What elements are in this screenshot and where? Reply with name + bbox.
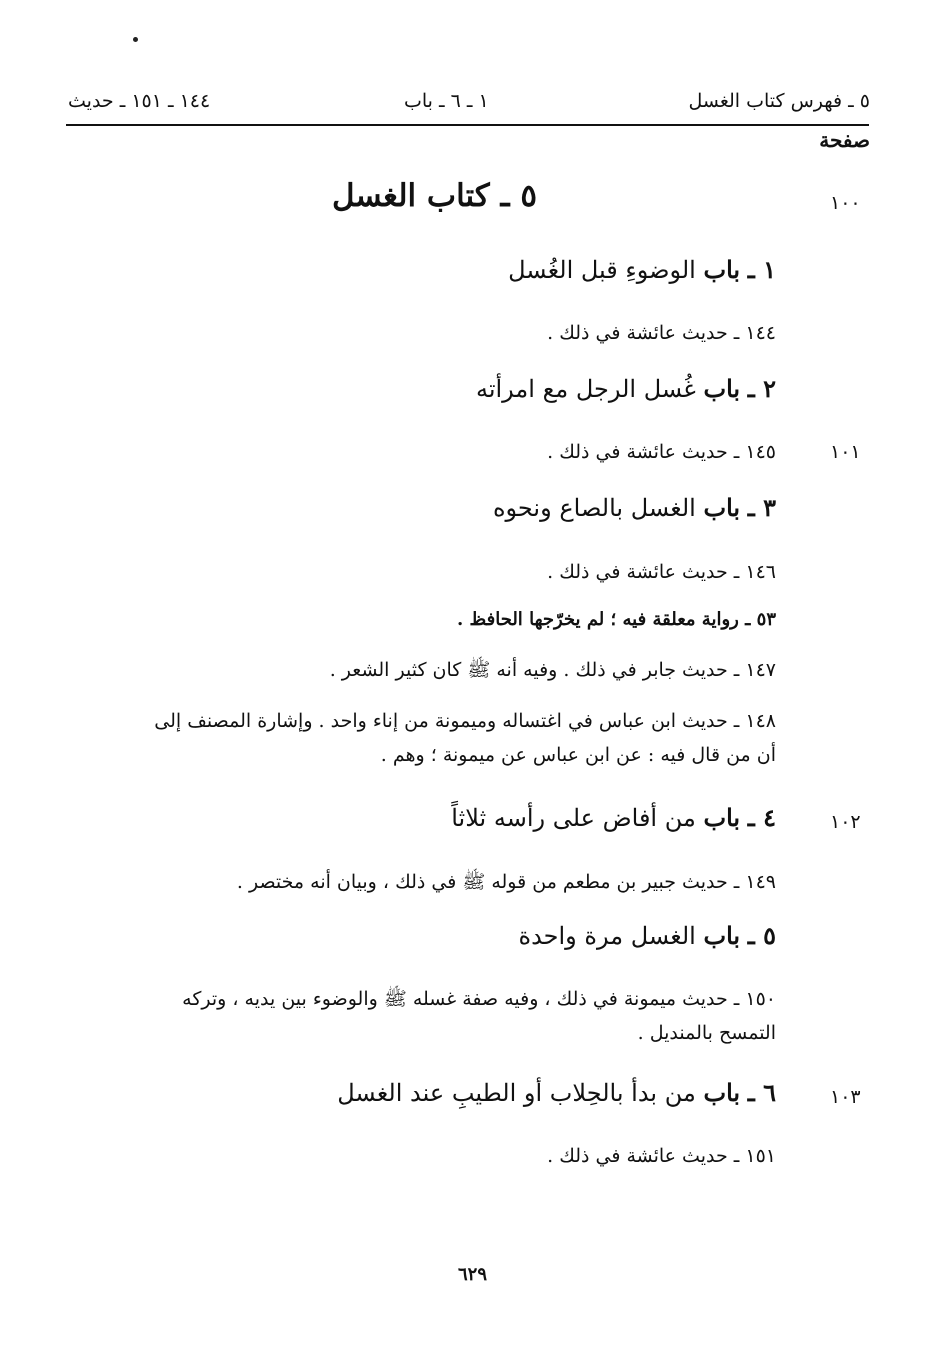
hadith-entry: ١٤٥ ـ حديث عائشة في ذلك . <box>547 441 776 463</box>
page-number: ٦٢٩ <box>458 1264 488 1285</box>
page-ref: ١٠٠ <box>830 192 861 214</box>
chapter-heading <box>493 493 776 522</box>
hadith-entry: ١٤٦ ـ حديث عائشة في ذلك . <box>547 561 776 583</box>
hadith-entry-multiline <box>154 704 776 772</box>
chapter-number: ٦ ـ <box>747 1078 776 1107</box>
running-header-section: ٥ ـ فهرس كتاب الغسل <box>688 90 870 112</box>
entry-line: ١٤٨ ـ حديث ابن عباس في اغتساله وميمونة من إناء واحد . وإشارة المصنف إلى <box>154 710 776 732</box>
entry-line: أن من قال فيه : عن ابن عباس عن ميمونة ؛ وهم . <box>380 744 776 766</box>
page-ref: ١٠٢ <box>830 811 861 833</box>
chapter-title: الوضوءِ قبل الغُسل <box>508 256 696 284</box>
chapter-bab: باب <box>703 493 741 522</box>
chapter-bab: باب <box>703 1078 741 1107</box>
hadith-entry: ١٤٩ ـ حديث جبير بن مطعم من قوله ﷺ في ذلك ، وبيان أنه مختصر . <box>236 871 776 893</box>
hadith-entry-multiline <box>182 982 776 1050</box>
hadith-entry: ١٥١ ـ حديث عائشة في ذلك . <box>547 1145 776 1167</box>
chapter-number: ١ ـ <box>747 255 776 284</box>
hadith-entry: ١٤٧ ـ حديث جابر في ذلك . وفيه أنه ﷺ كان كثير الشعر . <box>329 659 776 681</box>
ink-speck <box>133 37 138 42</box>
running-header-hadith-range: ١٤٤ ـ ١٥١ ـ حديث <box>68 90 211 112</box>
chapter-title: غُسل الرجل مع امرأته <box>475 375 696 403</box>
chapter-heading <box>451 803 776 832</box>
chapter-title: من بدأ بالحِلاب أو الطيبِ عند الغسل <box>337 1079 696 1107</box>
chapter-heading <box>476 374 776 403</box>
chapter-title: الغسل بالصاع ونحوه <box>492 494 696 522</box>
chapter-bab: باب <box>703 921 741 950</box>
entry-line: التمسح بالمنديل . <box>637 1022 776 1044</box>
chapter-title: من أفاض على رأسه ثلاثاً <box>451 804 696 832</box>
chapter-bab: باب <box>703 803 741 832</box>
chapter-heading <box>508 255 776 284</box>
chapter-heading <box>337 1078 776 1107</box>
page-ref: ١٠١ <box>830 441 861 463</box>
chapter-number: ٤ ـ <box>747 803 776 832</box>
chapter-bab: باب <box>703 374 741 403</box>
chapter-heading <box>519 921 777 950</box>
header-rule <box>66 124 869 126</box>
page-column-label: صفحة <box>819 128 870 152</box>
entry-line: ١٥٠ ـ حديث ميمونة في ذلك ، وفيه صفة غسله ﷺ والوضوء بين يديه ، وتركه <box>182 988 776 1010</box>
narration-note: ٥٣ ـ رواية معلقة فيه ؛ لم يخرّجها الحافظ . <box>457 609 776 630</box>
book-title: ٥ ـ كتاب الغسل <box>331 178 537 214</box>
chapter-number: ٢ ـ <box>747 374 776 403</box>
chapter-number: ٣ ـ <box>747 493 776 522</box>
chapter-title: الغسل مرة واحدة <box>518 922 696 950</box>
chapter-number: ٥ ـ <box>747 921 776 950</box>
hadith-entry: ١٤٤ ـ حديث عائشة في ذلك . <box>547 322 776 344</box>
page-ref: ١٠٣ <box>830 1086 861 1108</box>
running-header-chapters: ١ ـ ٦ ـ باب <box>404 90 489 112</box>
chapter-bab: باب <box>703 255 741 284</box>
